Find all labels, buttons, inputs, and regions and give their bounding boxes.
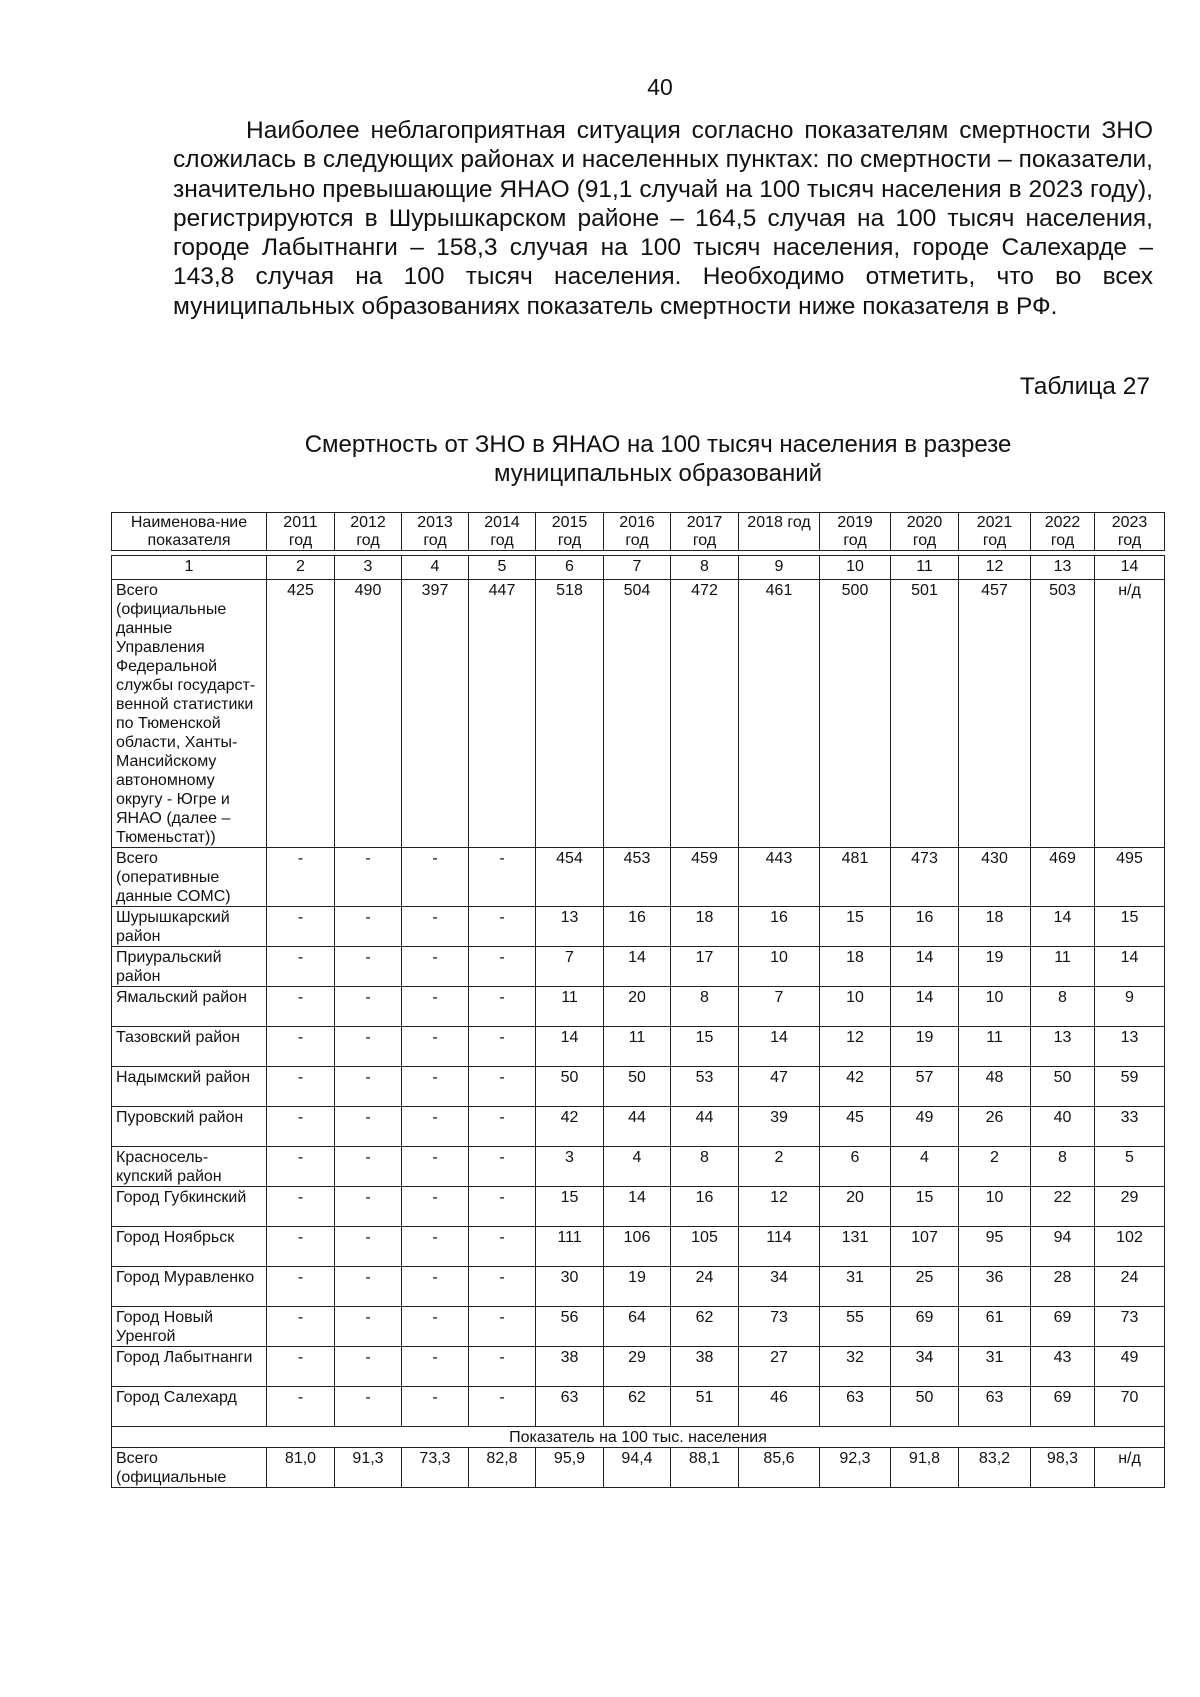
value-cell: 3 [536, 1147, 604, 1187]
value-cell: 454 [536, 848, 604, 907]
value-cell: - [402, 1147, 469, 1187]
value-cell: 38 [671, 1347, 739, 1387]
value-cell: 95 [959, 1227, 1031, 1267]
row-name-cell: Приуральский район [112, 947, 267, 987]
value-cell: 42 [820, 1067, 891, 1107]
value-cell: 27 [739, 1347, 820, 1387]
column-number-cell: 6 [536, 556, 604, 580]
value-cell: - [267, 1347, 335, 1387]
value-cell: 36 [959, 1267, 1031, 1307]
value-cell: - [469, 1107, 536, 1147]
value-cell: 56 [536, 1307, 604, 1347]
value-cell: 83,2 [959, 1448, 1031, 1488]
value-cell: - [267, 1187, 335, 1227]
header-year-cell: 2016 год [604, 513, 671, 551]
table-row [112, 1307, 1165, 1347]
header-year-cell: 2011 год [267, 513, 335, 551]
value-cell: 34 [891, 1347, 959, 1387]
value-cell: 50 [604, 1067, 671, 1107]
value-cell: - [469, 1067, 536, 1107]
row-name-cell: Город Лабытнанги [112, 1347, 267, 1387]
value-cell: 10 [959, 1187, 1031, 1227]
table-row [112, 1347, 1165, 1387]
value-cell: - [469, 1227, 536, 1267]
value-cell: 14 [1095, 947, 1165, 987]
value-cell: 102 [1095, 1227, 1165, 1267]
value-cell: 14 [739, 1027, 820, 1067]
value-cell: 14 [1031, 907, 1095, 947]
value-cell: 430 [959, 848, 1031, 907]
table-row [112, 1067, 1165, 1107]
column-number-row [112, 556, 1165, 580]
value-cell: 94 [1031, 1227, 1095, 1267]
value-cell: - [402, 907, 469, 947]
value-cell: 55 [820, 1307, 891, 1347]
value-cell: 73 [1095, 1307, 1165, 1347]
value-cell: - [402, 1267, 469, 1307]
header-year-cell: 2019 год [820, 513, 891, 551]
value-cell: 49 [1095, 1347, 1165, 1387]
value-cell: 105 [671, 1227, 739, 1267]
column-number-cell: 7 [604, 556, 671, 580]
value-cell: 20 [604, 987, 671, 1027]
header-year-cell: 2015 год [536, 513, 604, 551]
value-cell: 94,4 [604, 1448, 671, 1488]
table-row [112, 580, 1165, 848]
value-cell: - [469, 907, 536, 947]
value-cell: 38 [536, 1347, 604, 1387]
header-year-cell: 2014 год [469, 513, 536, 551]
value-cell: - [402, 947, 469, 987]
row-name-cell: Город Ноябрьск [112, 1227, 267, 1267]
value-cell: 461 [739, 580, 820, 848]
column-number-cell: 9 [739, 556, 820, 580]
value-cell: 10 [739, 947, 820, 987]
value-cell: 500 [820, 580, 891, 848]
value-cell: - [402, 1307, 469, 1347]
value-cell: 18 [959, 907, 1031, 947]
value-cell: 107 [891, 1227, 959, 1267]
value-cell: - [267, 1227, 335, 1267]
value-cell: 63 [820, 1387, 891, 1427]
value-cell: - [335, 1147, 402, 1187]
row-name-cell: Город Салехард [112, 1387, 267, 1427]
value-cell: - [335, 848, 402, 907]
value-cell: 19 [604, 1267, 671, 1307]
row-name-cell: Город Губкинский [112, 1187, 267, 1227]
value-cell: 61 [959, 1307, 1031, 1347]
value-cell: - [335, 907, 402, 947]
column-number-cell: 3 [335, 556, 402, 580]
value-cell: 7 [739, 987, 820, 1027]
value-cell: 12 [739, 1187, 820, 1227]
value-cell: 62 [671, 1307, 739, 1347]
value-cell: - [335, 1067, 402, 1107]
value-cell: - [267, 1267, 335, 1307]
value-cell: - [402, 1107, 469, 1147]
value-cell: 63 [959, 1387, 1031, 1427]
value-cell: - [267, 1307, 335, 1347]
value-cell: 40 [1031, 1107, 1095, 1147]
value-cell: 8 [1031, 1147, 1095, 1187]
header-year-cell: 2018 год [739, 513, 820, 551]
table-title: Смертность от ЗНО в ЯНАО на 100 тысяч населения в разрезе муниципальных образований [304, 431, 1012, 487]
value-cell: - [469, 1347, 536, 1387]
value-cell: 15 [820, 907, 891, 947]
value-cell: - [469, 848, 536, 907]
value-cell: - [335, 1307, 402, 1347]
column-number-cell: 12 [959, 556, 1031, 580]
row-name-cell: Красносель-купский район [112, 1147, 267, 1187]
table-row [112, 1107, 1165, 1147]
value-cell: 50 [536, 1067, 604, 1107]
table-row [112, 1147, 1165, 1187]
value-cell: 47 [739, 1067, 820, 1107]
value-cell: 503 [1031, 580, 1095, 848]
value-cell: 31 [959, 1347, 1031, 1387]
value-cell: - [267, 1107, 335, 1147]
value-cell: 57 [891, 1067, 959, 1107]
value-cell: 22 [1031, 1187, 1095, 1227]
value-cell: 70 [1095, 1387, 1165, 1427]
value-cell: - [402, 1347, 469, 1387]
value-cell: 504 [604, 580, 671, 848]
value-cell: 10 [820, 987, 891, 1027]
value-cell: 18 [820, 947, 891, 987]
column-number-cell: 8 [671, 556, 739, 580]
row-name-cell: Надымский район [112, 1067, 267, 1107]
value-cell: - [335, 1387, 402, 1427]
value-cell: 30 [536, 1267, 604, 1307]
value-cell: 91,8 [891, 1448, 959, 1488]
value-cell: 34 [739, 1267, 820, 1307]
value-cell: 28 [1031, 1267, 1095, 1307]
value-cell: 19 [891, 1027, 959, 1067]
value-cell: 425 [267, 580, 335, 848]
column-number-cell: 13 [1031, 556, 1095, 580]
table-row [112, 1027, 1165, 1067]
value-cell: 15 [671, 1027, 739, 1067]
value-cell: 4 [604, 1147, 671, 1187]
value-cell: - [402, 987, 469, 1027]
value-cell: 469 [1031, 848, 1095, 907]
table-label: Таблица 27 [1019, 373, 1150, 400]
value-cell: - [267, 947, 335, 987]
value-cell: - [402, 1027, 469, 1067]
value-cell: - [402, 1387, 469, 1427]
table-row [112, 907, 1165, 947]
value-cell: 46 [739, 1387, 820, 1427]
value-cell: 73 [739, 1307, 820, 1347]
value-cell: 69 [1031, 1387, 1095, 1427]
value-cell: 81,0 [267, 1448, 335, 1488]
header-year-cell: 2020 год [891, 513, 959, 551]
value-cell: 15 [1095, 907, 1165, 947]
value-cell: 5 [1095, 1147, 1165, 1187]
value-cell: 397 [402, 580, 469, 848]
value-cell: 33 [1095, 1107, 1165, 1147]
value-cell: 13 [1031, 1027, 1095, 1067]
value-cell: - [469, 1027, 536, 1067]
value-cell: 473 [891, 848, 959, 907]
value-cell: 59 [1095, 1067, 1165, 1107]
value-cell: - [402, 1067, 469, 1107]
value-cell: - [469, 1187, 536, 1227]
row-name-cell: Всего (официальные [112, 1448, 267, 1488]
table-row [112, 1387, 1165, 1427]
value-cell: - [267, 1027, 335, 1067]
mortality-table [111, 512, 1165, 1488]
table-row [112, 848, 1165, 907]
value-cell: 18 [671, 907, 739, 947]
value-cell: 472 [671, 580, 739, 848]
value-cell: - [267, 1147, 335, 1187]
value-cell: - [335, 1347, 402, 1387]
value-cell: 44 [671, 1107, 739, 1147]
column-number-cell: 10 [820, 556, 891, 580]
value-cell: 4 [891, 1147, 959, 1187]
subheader-cell: Показатель на 100 тыс. населения [112, 1427, 1165, 1448]
column-number-cell: 5 [469, 556, 536, 580]
value-cell: н/д [1095, 1448, 1165, 1488]
value-cell: 69 [891, 1307, 959, 1347]
value-cell: 82,8 [469, 1448, 536, 1488]
table-row [112, 947, 1165, 987]
value-cell: 13 [536, 907, 604, 947]
value-cell: - [402, 848, 469, 907]
value-cell: 111 [536, 1227, 604, 1267]
value-cell: 44 [604, 1107, 671, 1147]
value-cell: - [335, 987, 402, 1027]
row-name-cell: Всего (официальные данные Управления Федеральной службы государст-венной статистики по Тюменской области, Ханты-Мансийскому автономному округу - Югре и ЯНАО (далее – Тюменьстат)) [112, 580, 267, 848]
value-cell: - [335, 1267, 402, 1307]
value-cell: 12 [820, 1027, 891, 1067]
value-cell: 63 [536, 1387, 604, 1427]
value-cell: 98,3 [1031, 1448, 1095, 1488]
page-number: 40 [647, 74, 673, 100]
value-cell: 8 [671, 987, 739, 1027]
table-row [112, 1448, 1165, 1488]
header-year-cell: 2023 год [1095, 513, 1165, 551]
value-cell: 11 [1031, 947, 1095, 987]
value-cell: 15 [891, 1187, 959, 1227]
table-row [112, 1267, 1165, 1307]
value-cell: - [335, 1027, 402, 1067]
value-cell: 24 [671, 1267, 739, 1307]
value-cell: - [335, 1187, 402, 1227]
value-cell: 50 [891, 1387, 959, 1427]
value-cell: 92,3 [820, 1448, 891, 1488]
header-name-cell: Наименова-ние показателя [112, 513, 267, 551]
row-name-cell: Пуровский район [112, 1107, 267, 1147]
value-cell: - [469, 1307, 536, 1347]
value-cell: - [267, 848, 335, 907]
value-cell: 518 [536, 580, 604, 848]
value-cell: 6 [820, 1147, 891, 1187]
value-cell: - [469, 1267, 536, 1307]
value-cell: 13 [1095, 1027, 1165, 1067]
value-cell: 53 [671, 1067, 739, 1107]
value-cell: 43 [1031, 1347, 1095, 1387]
value-cell: 31 [820, 1267, 891, 1307]
value-cell: 14 [891, 947, 959, 987]
value-cell: 15 [536, 1187, 604, 1227]
value-cell: - [469, 1147, 536, 1187]
value-cell: - [469, 987, 536, 1027]
value-cell: 32 [820, 1347, 891, 1387]
header-year-cell: 2013 год [402, 513, 469, 551]
row-name-cell: Всего (оперативные данные СОМС) [112, 848, 267, 907]
value-cell: 95,9 [536, 1448, 604, 1488]
value-cell: 11 [604, 1027, 671, 1067]
value-cell: 16 [891, 907, 959, 947]
value-cell: 88,1 [671, 1448, 739, 1488]
value-cell: 20 [820, 1187, 891, 1227]
value-cell: 17 [671, 947, 739, 987]
value-cell: 495 [1095, 848, 1165, 907]
value-cell: 14 [604, 947, 671, 987]
value-cell: 62 [604, 1387, 671, 1427]
value-cell: 48 [959, 1067, 1031, 1107]
value-cell: - [267, 907, 335, 947]
value-cell: 8 [671, 1147, 739, 1187]
value-cell: 16 [739, 907, 820, 947]
value-cell: 45 [820, 1107, 891, 1147]
value-cell: 131 [820, 1227, 891, 1267]
value-cell: 39 [739, 1107, 820, 1147]
value-cell: н/д [1095, 580, 1165, 848]
subheader-row [112, 1427, 1165, 1448]
value-cell: 11 [536, 987, 604, 1027]
value-cell: 42 [536, 1107, 604, 1147]
value-cell: 443 [739, 848, 820, 907]
value-cell: - [335, 1227, 402, 1267]
value-cell: 11 [959, 1027, 1031, 1067]
value-cell: - [402, 1187, 469, 1227]
table-row [112, 987, 1165, 1027]
value-cell: - [335, 1107, 402, 1147]
value-cell: - [469, 947, 536, 987]
row-name-cell: Тазовский район [112, 1027, 267, 1067]
value-cell: - [267, 1067, 335, 1107]
value-cell: 114 [739, 1227, 820, 1267]
value-cell: 24 [1095, 1267, 1165, 1307]
value-cell: 16 [671, 1187, 739, 1227]
value-cell: 29 [1095, 1187, 1165, 1227]
column-number-cell: 4 [402, 556, 469, 580]
value-cell: 2 [959, 1147, 1031, 1187]
value-cell: 69 [1031, 1307, 1095, 1347]
row-name-cell: Ямальский район [112, 987, 267, 1027]
value-cell: 459 [671, 848, 739, 907]
value-cell: 447 [469, 580, 536, 848]
header-year-cell: 2012 год [335, 513, 402, 551]
value-cell: 25 [891, 1267, 959, 1307]
value-cell: 501 [891, 580, 959, 848]
value-cell: - [402, 1227, 469, 1267]
value-cell: 490 [335, 580, 402, 848]
header-year-cell: 2017 год [671, 513, 739, 551]
value-cell: 2 [739, 1147, 820, 1187]
value-cell: 85,6 [739, 1448, 820, 1488]
value-cell: 8 [1031, 987, 1095, 1027]
value-cell: 106 [604, 1227, 671, 1267]
value-cell: - [469, 1387, 536, 1427]
value-cell: 7 [536, 947, 604, 987]
column-number-cell: 2 [267, 556, 335, 580]
value-cell: 457 [959, 580, 1031, 848]
table-row [112, 1187, 1165, 1227]
value-cell: 9 [1095, 987, 1165, 1027]
value-cell: 29 [604, 1347, 671, 1387]
row-name-cell: Шурышкарский район [112, 907, 267, 947]
value-cell: 19 [959, 947, 1031, 987]
value-cell: 16 [604, 907, 671, 947]
row-name-cell: Город Новый Уренгой [112, 1307, 267, 1347]
value-cell: 91,3 [335, 1448, 402, 1488]
value-cell: 26 [959, 1107, 1031, 1147]
value-cell: 14 [891, 987, 959, 1027]
column-number-cell: 1 [112, 556, 267, 580]
value-cell: - [335, 947, 402, 987]
value-cell: 481 [820, 848, 891, 907]
table-header-row [112, 513, 1165, 551]
value-cell: 14 [604, 1187, 671, 1227]
value-cell: 64 [604, 1307, 671, 1347]
row-name-cell: Город Муравленко [112, 1267, 267, 1307]
column-number-cell: 14 [1095, 556, 1165, 580]
column-number-cell: 11 [891, 556, 959, 580]
body-paragraph: Наиболее неблагоприятная ситуация согласно показателям смертности ЗНО сложилась в следующих районах и населенных пунктах: по смертности – показатели, значительно превышающие ЯНАО (91,1 случай на 100 тысяч населения в 2023 году), регистрируются в Шурышкарском районе – 164,5 случая на 100 тысяч населения, городе Лабытнанги – 158,3 случая на 100 тысяч населения, городе Салехарде – 143,8 случая на 100 тысяч населения. Необходимо отметить, что во всех муниципальных образованиях показатель смертности ниже показателя в РФ. [173, 117, 1153, 320]
value-cell: 51 [671, 1387, 739, 1427]
value-cell: - [267, 1387, 335, 1427]
value-cell: - [267, 987, 335, 1027]
value-cell: 49 [891, 1107, 959, 1147]
value-cell: 453 [604, 848, 671, 907]
header-year-cell: 2022 год [1031, 513, 1095, 551]
value-cell: 50 [1031, 1067, 1095, 1107]
value-cell: 10 [959, 987, 1031, 1027]
value-cell: 73,3 [402, 1448, 469, 1488]
header-year-cell: 2021 год [959, 513, 1031, 551]
table-row [112, 1227, 1165, 1267]
value-cell: 14 [536, 1027, 604, 1067]
